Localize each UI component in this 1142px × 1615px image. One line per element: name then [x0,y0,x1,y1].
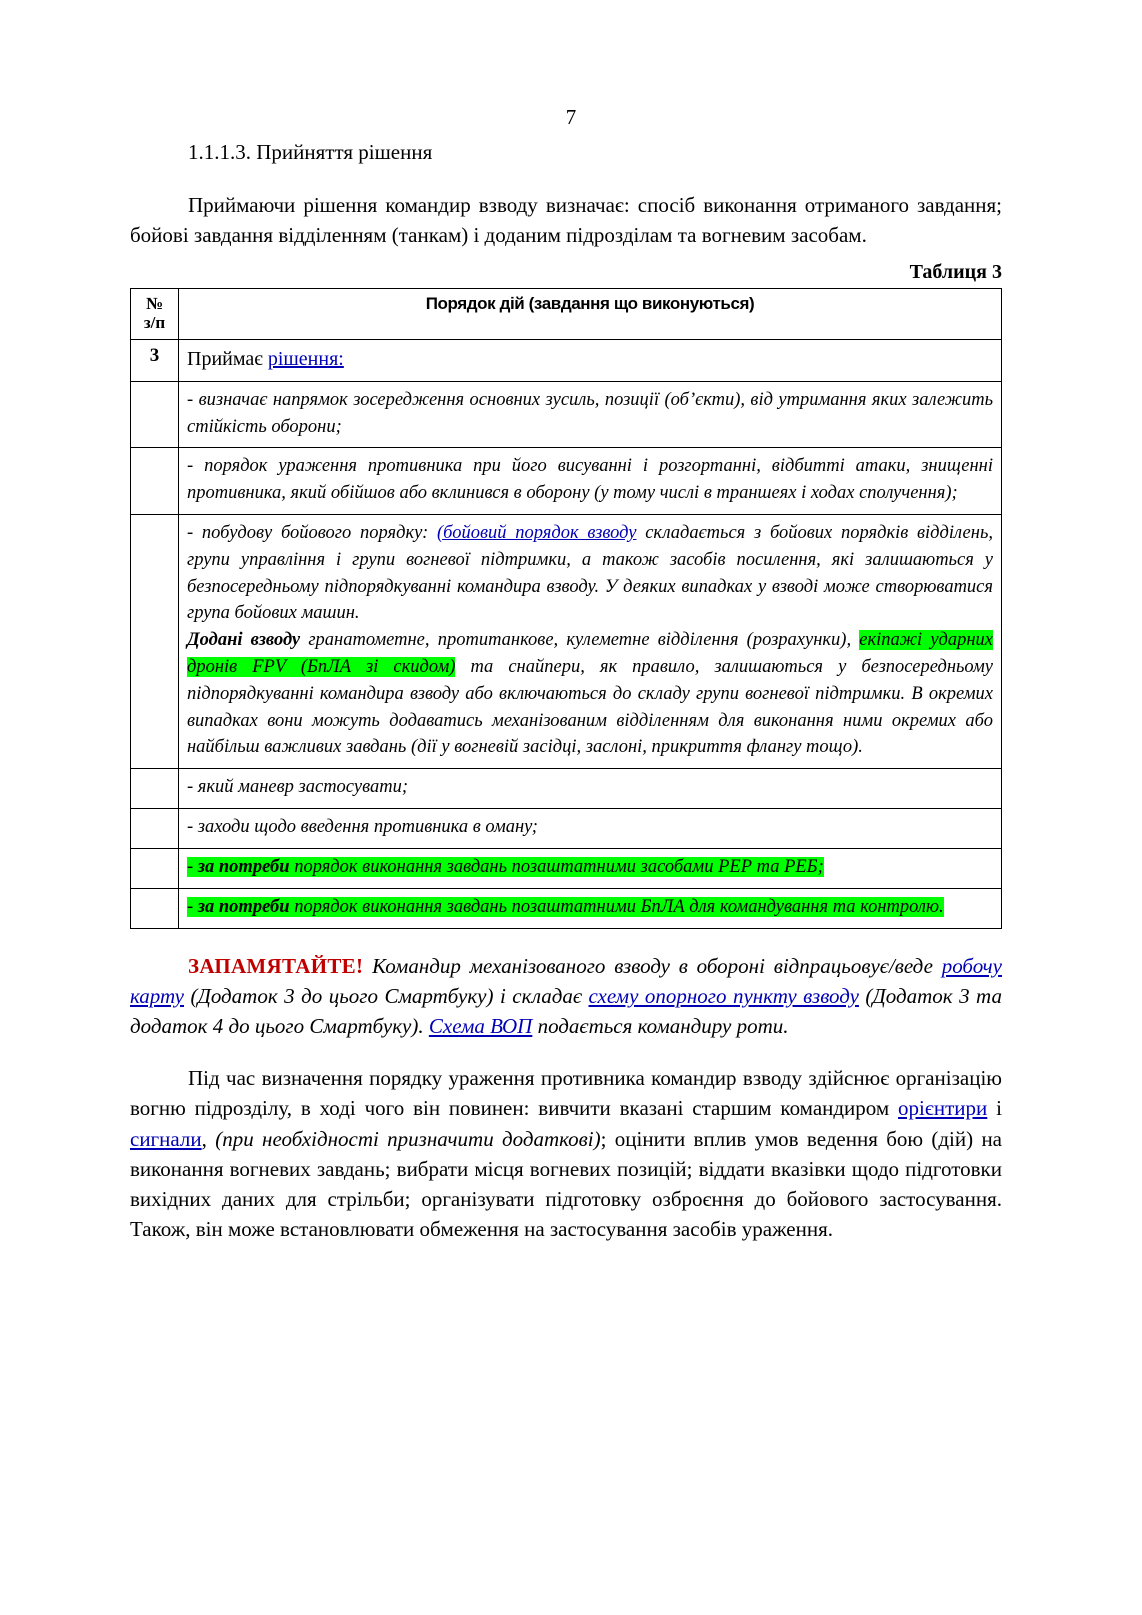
remember-label: ЗАПАМЯТАЙТЕ! [188,953,364,978]
link-oriyentyry[interactable]: орієнтири [898,1096,988,1121]
row-content-direction: - визначає напрямок зосередження основних зусиль, позиції (об’єкти), від утримання яких залежить стійкість оборони; [179,381,1002,448]
closing-segment-4: ; оцінити вплив умов ведення бою (дій) на виконання вогневих завдань; вибрати місця вогневих позицій; віддати вказівки щодо підготовки вихідних даних для стрільби; організувати підготовку озброєння до бойового застосування. Також, він може встановлювати обмеження на застосування засобів ураження. [130,1126,1002,1242]
link-rishennya[interactable]: рішення: [267,347,344,370]
label-za-potreby: за потреби [197,896,290,917]
note-segment-4: подається командиру роти. [532,1013,789,1038]
row-number [131,448,179,515]
dash-marker: - [187,896,198,917]
row-number [131,888,179,928]
table-row [131,848,1002,888]
header-cell-actions: Порядок дій (завдання що виконуються) [179,288,1002,339]
row-content-maneuver: - який маневр застосувати; [179,769,1002,809]
row-text-uav: порядок виконання завдань позаштатними БпЛА для командування та контролю. [289,896,944,917]
highlight-fpv-crews: екіпажі ударних дронів FPV (БпЛА зі скидом) [187,630,993,677]
row-content-engagement-order: - порядок ураження противника при його висуванні і розгортанні, відбитті атаки, знищенні противника, який обійшов або вклинився в оборону (у тому числі в траншеях і ходах сполучення); [179,448,1002,515]
table-row [131,381,1002,448]
row-content-decision [179,339,1002,381]
segment-body-3: та снайпери, як правило, залишаються у безпосередньому підпорядкуванні командира взводу або включаються до складу групи вогневої підтримки. В окремих випадках вони можуть додаватись механізованим відділенням для виконання ними окремих або найбільш важливих завдань (дії у вогневій засідці, заслоні, прикриття флангу тощо). [187,657,993,758]
table-row [131,769,1002,809]
remember-note [130,951,1002,1042]
section-heading: 1.1.1.3. Прийняття рішення [188,140,433,164]
table-header-row [131,288,1002,339]
link-shemu-opornoho-punktu[interactable]: схему опорного пункту взводу [588,983,859,1008]
link-shema-vop[interactable]: Схема ВОП [428,1013,533,1038]
closing-segment-2: і [987,1096,1002,1121]
row-content-rer-reb [179,848,1002,888]
dash-marker: - [187,856,198,877]
row-number [131,769,179,809]
note-segment-2: (Додаток 3 до цього Смартбуку) і складає [184,983,589,1008]
closing-paragraph [130,1063,1002,1244]
decision-table [130,288,1002,929]
header-number-line1: № [145,293,164,313]
table-row [131,339,1002,381]
note-segment-3: (Додаток 3 та додаток 4 до цього Смартбуку). [130,983,1002,1038]
header-number-line2: з/п [143,312,166,332]
row-content-uav-command [179,888,1002,928]
header-cell-number [131,288,179,339]
row-number [131,381,179,448]
row-number [131,848,179,888]
link-boyoviy-poryadok-vzvodu[interactable]: (бойовий порядок взводу [437,522,637,543]
page-number: 7 [565,105,577,129]
highlight-wrapper-uav [187,897,944,917]
segment-intro: - побудову бойового порядку: [187,522,437,543]
link-syhnaly[interactable]: сигнали [130,1126,202,1151]
row-number [131,809,179,849]
closing-italic-note: (при необхідності призначити додаткові) [215,1126,601,1151]
label-dodani-vzvodu: Додані взводу [187,630,301,651]
table-row [131,448,1002,515]
row-number [131,514,179,768]
closing-segment-1: Під час визначення порядку ураження противника командир взводу здійснює організацію вогню підрозділу, в ході чого він повинен: вивчити вказані старшим командиром [130,1066,1002,1121]
label-za-potreby: за потреби [197,856,290,877]
row-text-prefix: Приймає [187,347,268,370]
segment-body-1: складається з бойових порядків відділень, групи управління і групи вогневої підтримки, а також засобів посилення, які залишаються у безпосередньому підпорядкуванні командира взводу. У деяких випадках у взводі може створюватися група бойових машин. [187,522,993,624]
highlight-wrapper-rer-reb [187,857,824,877]
page-content [130,140,1002,1245]
segment-body-2: гранатометне, протитанкове, кулеметне відділення (розрахунки), [300,630,860,651]
closing-segment-3: , [201,1126,216,1151]
note-segment-1: Командир механізованого взводу в обороні відпрацьовує/веде [363,953,942,978]
row-text-rer-reb: порядок виконання завдань позаштатними засобами РЕР та РЕБ; [289,856,824,877]
table-caption: Таблиця 3 [909,260,1002,283]
row-content-deception: - заходи щодо введення противника в оману; [179,809,1002,849]
table-row [131,809,1002,849]
link-robochu-kartu[interactable]: робочу карту [130,953,1002,1008]
row-number: 3 [131,339,179,381]
intro-paragraph: Приймаючи рішення командир взводу визначає: спосіб виконання отриманого завдання; бойові завдання відділенням (танкам) і доданим підрозділам та вогневим засобам. [130,193,1002,247]
row-content-battle-formation [179,514,1002,768]
table-row [131,888,1002,928]
table-row [131,514,1002,768]
